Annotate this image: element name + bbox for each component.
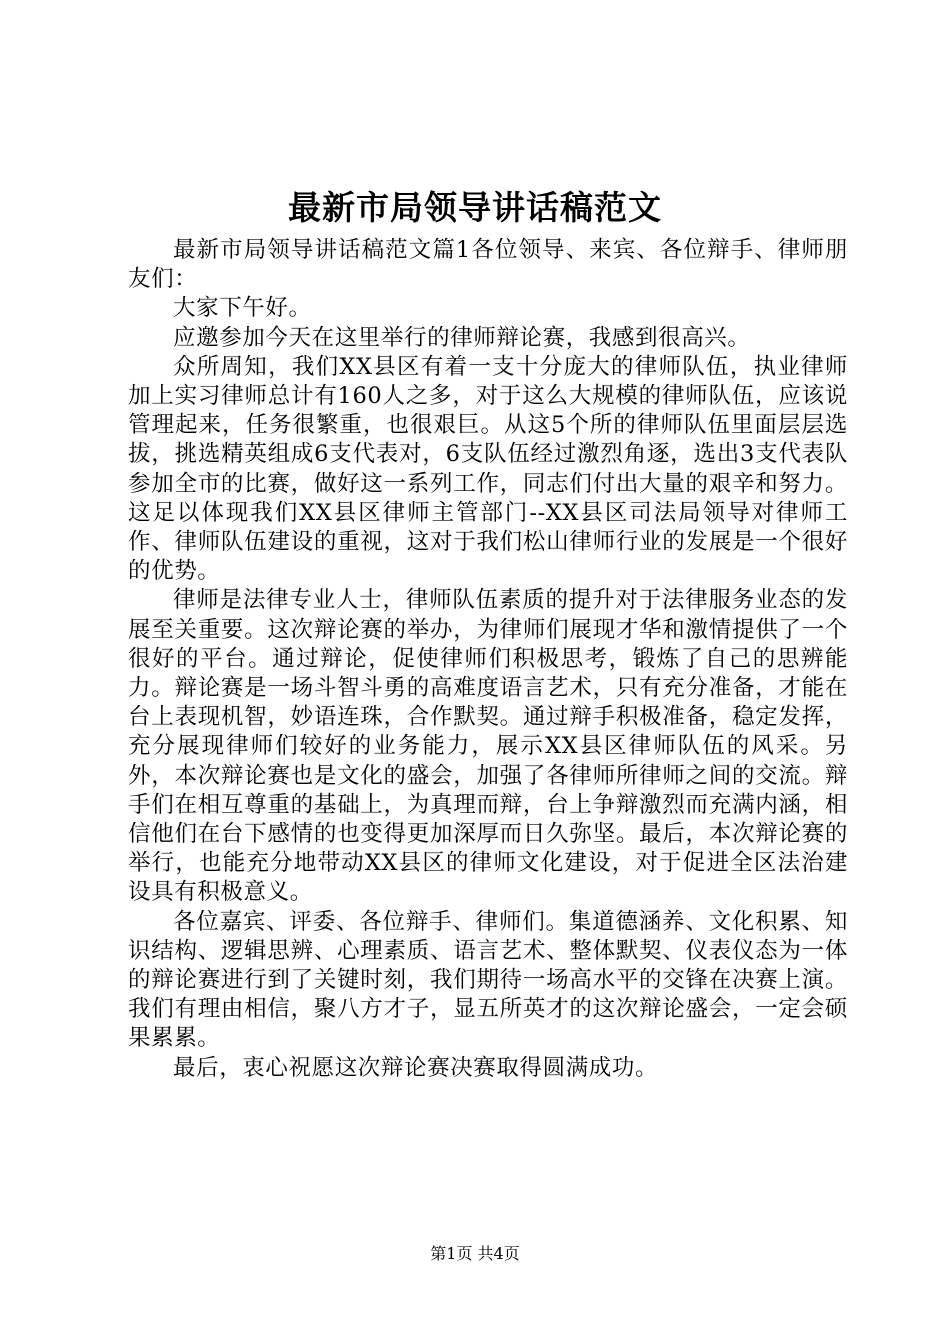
paragraph-closing-wish: 最后，衷心祝愿这次辩论赛决赛取得圆满成功。 bbox=[173, 1054, 659, 1081]
paragraph-good-afternoon: 大家下午好。 bbox=[173, 295, 312, 322]
document-title: 最新市局领导讲话稿范文 bbox=[288, 188, 662, 227]
paragraph-lawyer-team: 众所周知，我们XX县区有着一支十分庞大的律师队伍，执业律师加上实习律师总计有160人之多，对于这么大规模的律师队伍，应该说管理起来，任务很繁重，也很艰巨。从这5个所的律师队伍里面层层选拔，挑选精英组成6支代表对，6支队伍经过激烈角逐，选出3支代表队参加全市的比赛，做好这一系列工作，同志们付出大量的艰辛和努力。这足以体现我们XX县区律师主管部门--XX县区司法局领导对律师工作、律师队伍建设的重视，这对于我们松山律师行业的发展是一个很好的优势。 bbox=[128, 353, 848, 585]
page-number-footer: 第1页 共4页 bbox=[430, 1244, 520, 1263]
paragraph-guests: 各位嘉宾、评委、各位辩手、律师们。集道德涵养、文化积累、知识结构、逻辑思辨、心理素质、语言艺术、整体默契、仪表仪态为一体的辩论赛进行到了关键时刻，我们期待一场高水平的交锋在决赛上演。我们有理由相信，聚八方才子，显五所英才的这次辩论盛会，一定会硕果累累。 bbox=[128, 908, 848, 1052]
paragraph-lawyer-profession: 律师是法律专业人士，律师队伍素质的提升对于法律服务业态的发展至关重要。这次辩论赛的举办，为律师们展现才华和激情提供了一个很好的平台。通过辩论，促使律师们积极思考，锻炼了自己的思辨能力。辩论赛是一场斗智斗勇的高难度语言艺术，只有充分准备，才能在台上表现机智，妙语连珠，合作默契。通过辩手积极准备，稳定发挥，充分展现律师们较好的业务能力，展示XX县区律师队伍的风采。另外，本次辩论赛也是文化的盛会，加强了各律师所律师之间的交流。辩手们在相互尊重的基础上，为真理而辩，台上争辩激烈而充满内涵，相信他们在台下感情的也变得更加深厚而日久弥坚。最后，本次辩论赛的举行，也能充分地带动XX县区的律师文化建设，对于促进全区法治建设具有积极意义。 bbox=[128, 587, 848, 906]
paragraph-greeting: 最新市局领导讲话稿范文篇1各位领导、来宾、各位辩手、律师朋友们： bbox=[128, 237, 848, 293]
document-body bbox=[128, 236, 848, 1083]
paragraph-invitation: 应邀参加今天在这里举行的律师辩论赛，我感到很高兴。 bbox=[173, 324, 751, 351]
